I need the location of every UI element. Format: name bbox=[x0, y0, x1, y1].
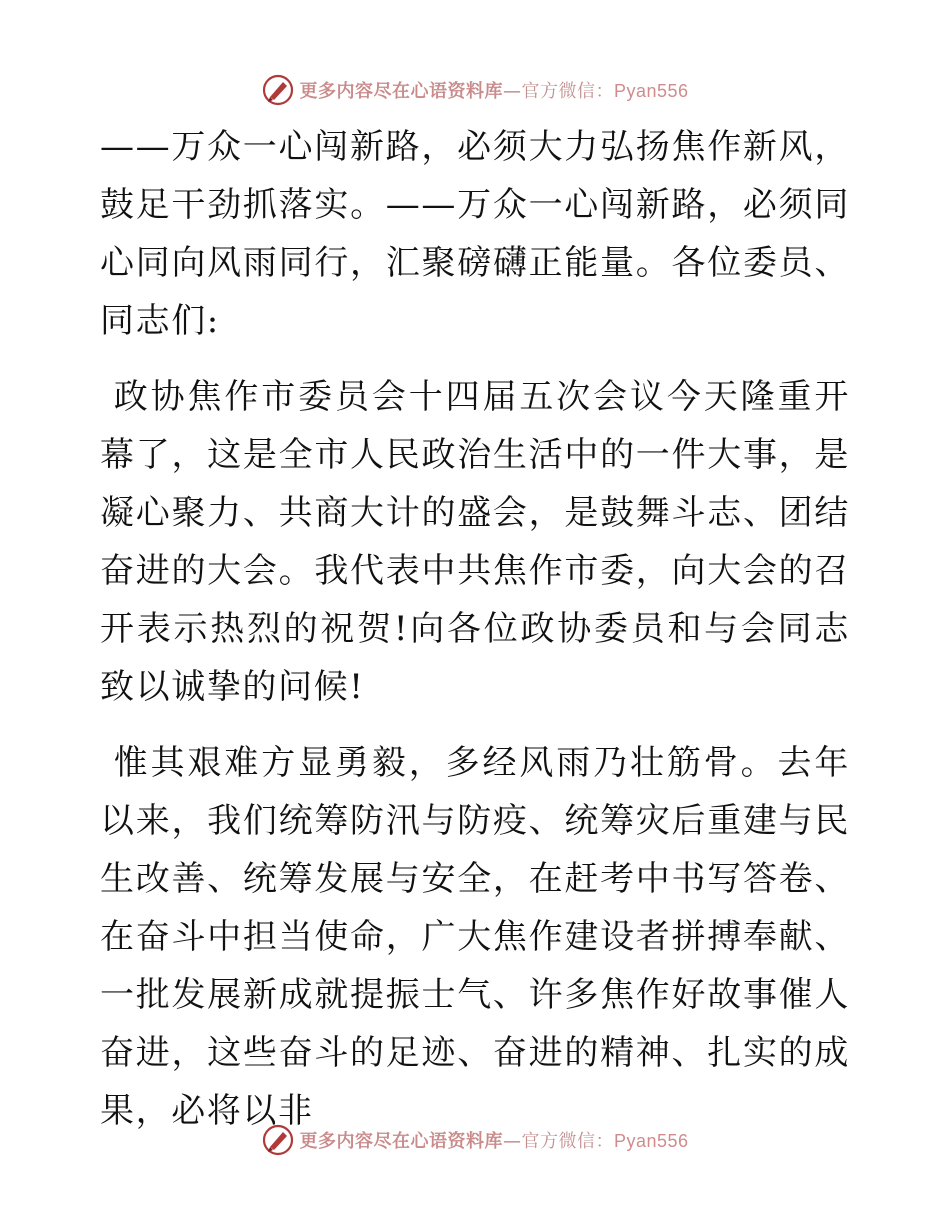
header-wechat-label: 官方微信： bbox=[521, 81, 614, 102]
footer-promo-text: 更多内容尽在心语资料库 bbox=[299, 1131, 503, 1152]
footer-wechat-label: 官方微信： bbox=[521, 1131, 614, 1152]
document-body bbox=[100, 118, 850, 1140]
header-banner-text bbox=[299, 77, 688, 103]
pen-logo-icon bbox=[261, 73, 295, 107]
paragraph-2: 政协焦作市委员会十四届五次会议今天隆重开幕了，这是全市人民政治生活中的一件大事，是凝心聚力、共商大计的盛会，是鼓舞斗志、团结奋进的大会。我代表中共焦作市委，向大会的召开表示热烈的祝贺!向各位政协委员和与会同志致以诚挚的问候! bbox=[100, 377, 850, 707]
header-wechat-id: Pyan556 bbox=[613, 81, 689, 101]
paragraph-3: 惟其艰难方显勇毅，多经风雨乃壮筋骨。去年以来，我们统筹防汛与防疫、统筹灾后重建与民生改善、统筹发展与安全，在赶考中书写答卷、在奋斗中担当使命，广大焦作建设者拼搏奉献、一批发展新成就提振士气、许多焦作好故事催人奋进，这些奋斗的足迹、奋进的精神、扎实的成果，必将以非 bbox=[100, 743, 850, 1131]
pen-logo-icon bbox=[261, 1123, 295, 1157]
header-dash: — bbox=[502, 81, 522, 102]
footer-dash: — bbox=[502, 1131, 522, 1152]
header-promo-text: 更多内容尽在心语资料库 bbox=[299, 81, 503, 102]
footer-banner bbox=[0, 1120, 950, 1160]
footer-banner-text bbox=[299, 1127, 688, 1153]
footer-wechat-id: Pyan556 bbox=[613, 1131, 689, 1151]
header-banner bbox=[0, 70, 950, 110]
paragraph-1: ——万众一心闯新路，必须大力弘扬焦作新风，鼓足干劲抓落实。——万众一心闯新路，必须同心同向风雨同行，汇聚磅礴正能量。各位委员、同志们: bbox=[100, 127, 850, 341]
